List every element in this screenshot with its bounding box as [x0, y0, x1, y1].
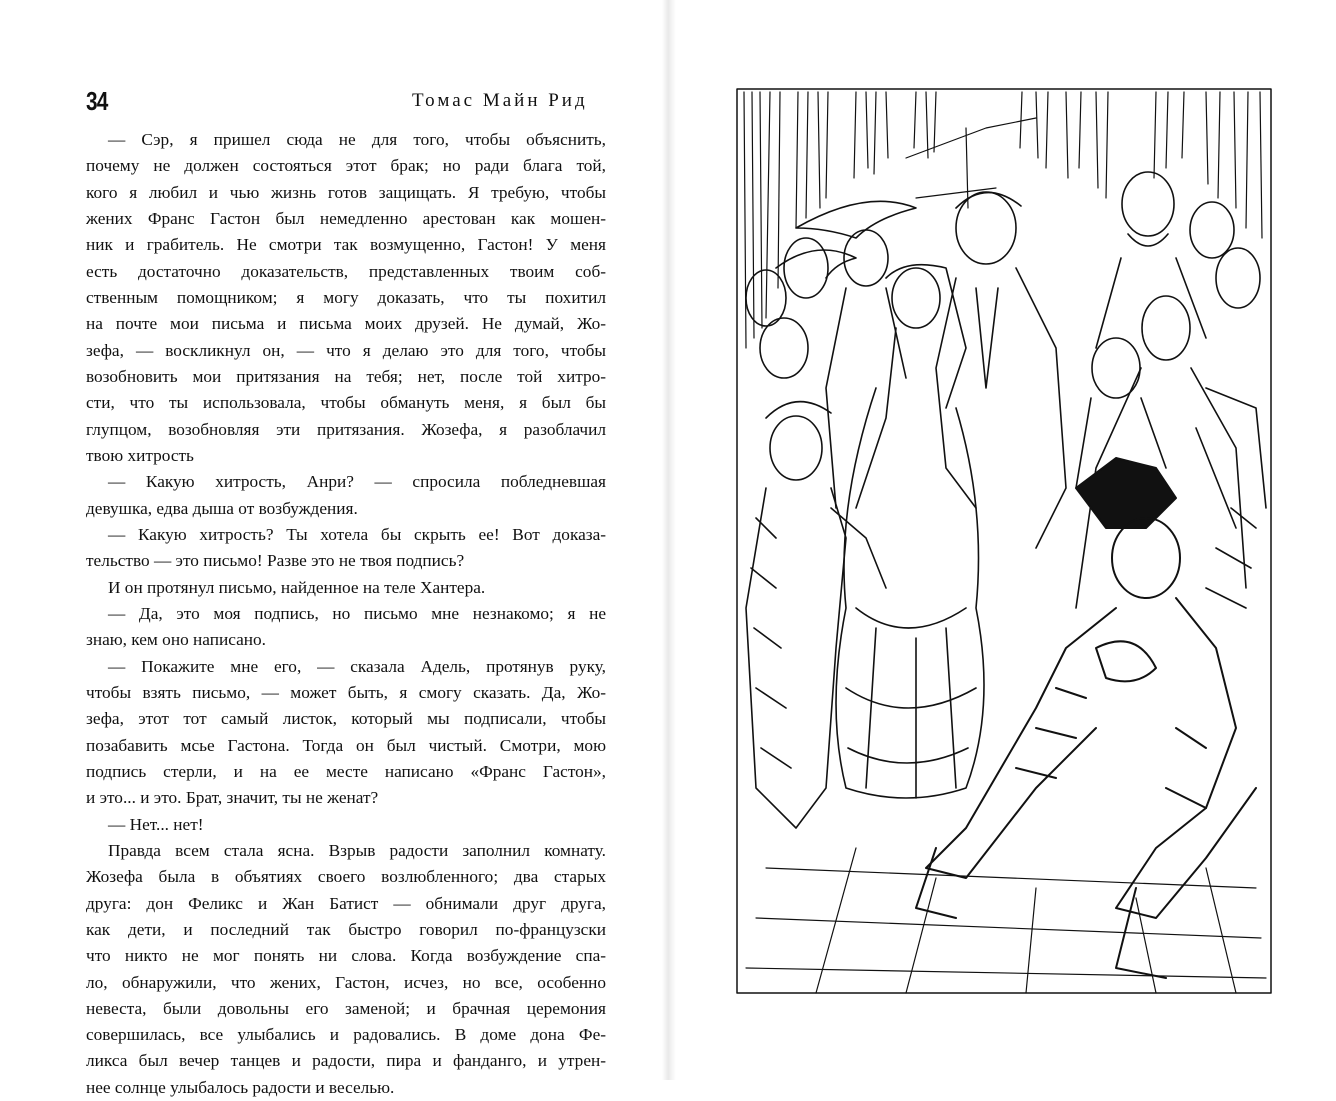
text-line: — Какую хитрость, Анри? — спросила побледневшая: [108, 472, 606, 492]
text-line: ник и грабитель. Не смотри так возмущенно, Гастон! У меня: [86, 235, 606, 255]
crowd-figures: [746, 172, 1260, 608]
ink-drawing: [736, 88, 1272, 994]
groom-figure: [936, 192, 1066, 548]
text-line: на почте мои письма и письма моих друзей. Не думай, Жо-: [86, 314, 606, 334]
text-line: ликса был вечер танцев и радости, пира и фанданго, и утрен-: [86, 1051, 606, 1071]
text-line: девушка, едва дыша от возбуждения.: [86, 498, 358, 518]
text-line: знаю, кем оно написано.: [86, 630, 266, 650]
wedding-scene-illustration: [736, 88, 1272, 994]
text-line: Правда всем стала ясна. Взрыв радости заполнил комнату.: [108, 840, 606, 860]
text-line: — Да, это моя подпись, но письмо мне незнакомо; я не: [108, 603, 606, 623]
text-line: — Какую хитрость? Ты хотела бы скрыть ее! Вот доказа-: [108, 524, 606, 544]
text-line: подпись стерли, и на ее месте написано «Франс Гастон»,: [86, 761, 606, 781]
text-line: ственным помощником; я могу доказать, что ты похитил: [86, 287, 606, 307]
text-line: глупцом, возобновляя эти притязания. Жозефа, я разоблачил: [86, 419, 606, 439]
book-gutter: [662, 0, 676, 1080]
text-line: — Нет... нет!: [108, 814, 204, 834]
text-line: И он протянул письмо, найденное на теле Хантера.: [108, 577, 486, 597]
text-line: твою хитрость: [86, 445, 194, 465]
text-line: совершилась, все улыбались и радовались. В доме дона Фе-: [86, 1025, 606, 1045]
text-line: — Покажите мне его, — сказала Адель, протянув руку,: [108, 656, 606, 676]
text-line: и это... и это. Брат, значит, ты не женат?: [86, 788, 379, 808]
text-line: есть достаточно доказательств, представленных твоим соб-: [86, 261, 606, 281]
running-head-author: Томас Майн Рид: [412, 90, 588, 111]
text-line: почему не должен состояться этот брак; но ради блага той,: [86, 156, 606, 176]
text-line: жених Франс Гастон был немедленно арестован как мошен-: [86, 208, 606, 228]
text-line: кого я любил и чью жизнь готов защищать. Я требую, чтобы: [86, 182, 606, 202]
text-line: друга: дон Феликс и Жан Батист — обнимали друг друга,: [86, 893, 606, 913]
text-line: позабавить мсье Гастона. Тогда он был чистый. Смотри, мою: [86, 735, 606, 755]
text-line: сти, что ты использовала, чтобы обмануть меня, я был бы: [86, 393, 606, 413]
text-line: ло, обнаружили, что жених, Гастон, исчез, но все, особенно: [86, 972, 606, 992]
right-page: [676, 0, 1336, 1080]
page-number: 34: [86, 86, 108, 116]
text-line: тельство — это письмо! Разве это не твоя подпись?: [86, 551, 465, 571]
text-line: как дети, и последний так быстро говорил по-французски: [86, 919, 606, 939]
text-line: чтобы взять письмо, — может быть, я смогу сказать. Да, Жо-: [86, 682, 606, 702]
text-line: Жозефа была в объятиях своего возлюбленного; два старых: [86, 867, 606, 887]
text-line: нее солнце улыбалось радости и веселью.: [86, 1077, 395, 1097]
floor-lines: [746, 848, 1266, 993]
body-text: [86, 127, 606, 1101]
text-line: что никто не мог понять ни слова. Когда возбуждение спа-: [86, 946, 606, 966]
text-line: зефа, — воскликнул он, — что я делаю это для того, чтобы: [86, 340, 606, 360]
text-line: возобновить мои притязания на тебя; нет, после той хитро-: [86, 366, 606, 386]
text-line: — Сэр, я пришел сюда не для того, чтобы объяснить,: [108, 130, 606, 149]
text-line: невеста, были довольны его заменой; и брачная церемония: [86, 998, 606, 1018]
text-line: зефа, этот тот самый листок, который мы подписали, чтобы: [86, 709, 606, 729]
curtain-hatching: [744, 92, 1262, 348]
left-page: [0, 0, 668, 1097]
